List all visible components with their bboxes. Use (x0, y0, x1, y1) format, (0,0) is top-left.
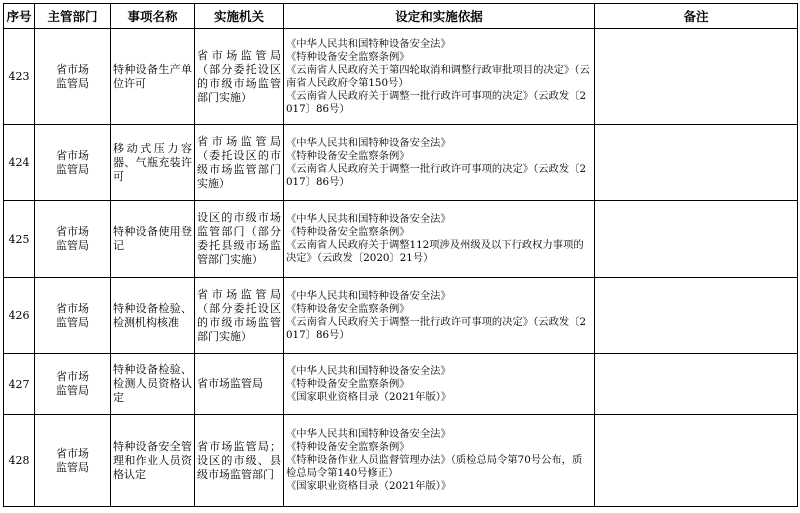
org-cell: 设区的市级市场监管部门（部分委托县级市场监管部门实施） (195, 201, 284, 278)
basis-line: 《特种设备安全监察条例》 (286, 441, 410, 453)
item-cell: 特种设备检验、检测人员资格认定 (111, 354, 195, 415)
dept-cell (35, 201, 111, 278)
item-cell: 特种设备安全管理和作业人员资格认定 (111, 415, 195, 507)
table-header-row (4, 4, 798, 29)
seq-cell: 424 (4, 125, 35, 201)
approval-items-table (3, 3, 798, 507)
org-cell: 省市场监管局（部分委托设区的市级市场监管部门实施） (195, 29, 284, 125)
table-row (4, 354, 798, 415)
header-org: 实施机关 (195, 4, 284, 29)
dept-text: 省市场监管局 (56, 370, 89, 397)
dept-text: 省市场监管局 (56, 148, 89, 176)
basis-line: 《特种设备安全监察条例》 (286, 226, 410, 238)
note-cell (595, 125, 798, 201)
basis-line: 《云南省人民政府关于调整一批行政许可事项的决定》（云政发〔2017〕86号） (286, 315, 587, 341)
basis-line: 《云南省人民政府关于第四轮取消和调整行政审批项目的决定》（云南省人民政府令第150号） (286, 63, 590, 89)
note-cell (595, 354, 798, 415)
dept-cell (35, 415, 111, 507)
dept-cell (35, 29, 111, 125)
seq-cell: 425 (4, 201, 35, 278)
note-cell (595, 201, 798, 278)
table-row (4, 29, 798, 125)
org-cell: 省市场监管局（委托设区的市级市场监管部门实施） (195, 125, 284, 201)
seq-cell: 428 (4, 415, 35, 507)
seq-cell: 427 (4, 354, 35, 415)
header-note: 备注 (595, 4, 798, 29)
basis-line: 《特种设备安全监察条例》 (286, 149, 410, 162)
basis-cell (284, 354, 595, 415)
basis-line: 《中华人民共和国特种设备安全法》 (286, 428, 451, 440)
dept-text: 省市场监管局 (56, 446, 89, 474)
header-seq: 序号 (4, 4, 35, 29)
dept-text: 省市场监管局 (56, 301, 89, 329)
header-item: 事项名称 (111, 4, 195, 29)
basis-line: 《特种设备安全监察条例》 (286, 377, 410, 390)
basis-line: 《特种设备作业人员监督管理办法》（质检总局令第70号公布，质检总局令第140号修正） (286, 454, 583, 479)
basis-line: 《中华人民共和国特种设备安全法》 (286, 213, 451, 225)
dept-text: 省市场监管局 (56, 62, 89, 90)
basis-line: 《云南省人民政府关于调整112项涉及州级及以下行政权力事项的决定》（云政发〔2020〕21号） (286, 239, 584, 264)
basis-cell (284, 125, 595, 201)
note-cell (595, 278, 798, 354)
seq-cell: 423 (4, 29, 35, 125)
header-dept: 主管部门 (35, 4, 111, 29)
basis-cell (284, 415, 595, 507)
table-row (4, 201, 798, 278)
basis-line: 《特种设备安全监察条例》 (286, 50, 410, 63)
org-cell: 省市场监管局 (195, 354, 284, 415)
basis-line: 《中华人民共和国特种设备安全法》 (286, 289, 451, 302)
dept-cell (35, 278, 111, 354)
basis-line: 《中华人民共和国特种设备安全法》 (286, 37, 451, 50)
header-basis: 设定和实施依据 (284, 4, 595, 29)
dept-text: 省市场监管局 (56, 225, 89, 252)
org-cell: 省市场监管局；设区的市级、县级市场监管部门 (195, 415, 284, 507)
basis-line: 《云南省人民政府关于调整一批行政许可事项的决定》（云政发〔2017〕86号） (286, 162, 587, 188)
seq-cell: 426 (4, 278, 35, 354)
basis-cell (284, 201, 595, 278)
basis-cell (284, 29, 595, 125)
dept-cell (35, 125, 111, 201)
table-row (4, 278, 798, 354)
table-row (4, 125, 798, 201)
item-cell: 特种设备生产单位许可 (111, 29, 195, 125)
org-cell: 省市场监管局（部分委托设区的市级市场监管部门实施） (195, 278, 284, 354)
note-cell (595, 415, 798, 507)
basis-line: 《特种设备安全监察条例》 (286, 302, 410, 315)
basis-cell (284, 278, 595, 354)
item-cell: 特种设备检验、检测机构核准 (111, 278, 195, 354)
item-cell: 特种设备使用登记 (111, 201, 195, 278)
basis-line: 《云南省人民政府关于调整一批行政许可事项的决定》（云政发〔2017〕86号） (286, 89, 587, 115)
item-cell: 移动式压力容器、气瓶充装许可 (111, 125, 195, 201)
dept-cell (35, 354, 111, 415)
basis-line: 《国家职业资格目录（2021年版）》 (286, 390, 452, 403)
note-cell (595, 29, 798, 125)
table-row (4, 415, 798, 507)
basis-line: 《国家职业资格目录（2021年版）》 (286, 480, 452, 492)
basis-line: 《中华人民共和国特种设备安全法》 (286, 364, 451, 377)
basis-line: 《中华人民共和国特种设备安全法》 (286, 136, 451, 149)
